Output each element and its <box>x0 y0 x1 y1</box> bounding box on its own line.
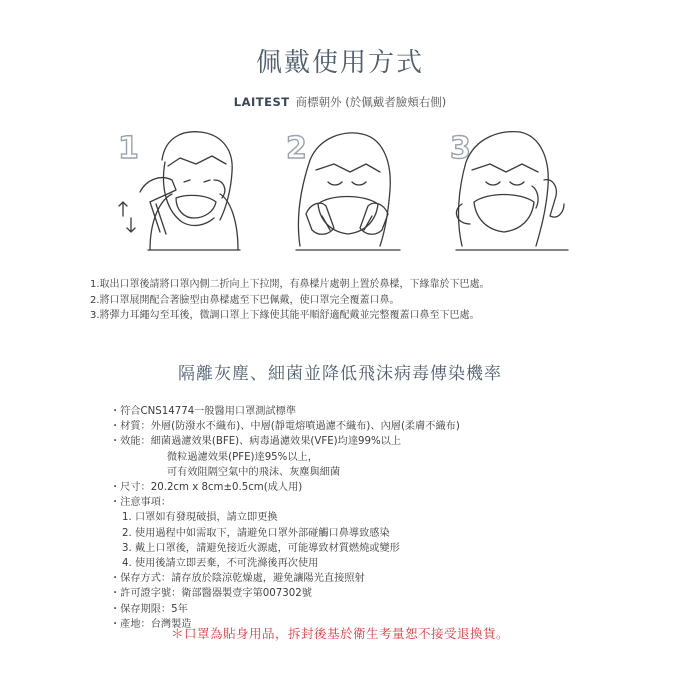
step-text-2: 2.將口罩展開配合著臉型由鼻樑處至下巴佩戴，使口罩完全覆蓋口鼻。 <box>90 294 400 306</box>
wearing-steps <box>90 277 650 324</box>
page-title: 佩戴使用方式 <box>255 48 424 78</box>
section-title: 隔離灰塵、細菌並降低飛沫病毒傳染機率 <box>178 364 502 384</box>
wearing-illustrations <box>0 120 680 260</box>
subtitle <box>0 94 680 110</box>
spec-function: ・效能：細菌過濾效果(BFE)、病毒過濾效果(VFE)均達99%以上 <box>110 436 402 448</box>
step-number-1: 1 <box>118 131 139 166</box>
step-text-3: 3.將彈力耳繩勾至耳後，微調口罩上下緣使其能平順舒適配戴並完整覆蓋口鼻至下巴處。 <box>90 310 480 321</box>
step-text-1: 1.取出口罩後請將口罩內側二折向上下拉開，有鼻樑片處朝上置於鼻樑，下緣靠於下巴處。 <box>90 279 490 290</box>
spec-origin: ・產地：台灣製造 <box>110 618 192 630</box>
spec-note-1: 1. 口罩如有發現破損，請立即更換 <box>122 512 278 524</box>
spec-note-3: 3. 戴上口罩後，請避免接近火源處，可能導致材質燃燒或變形 <box>122 542 400 554</box>
spec-license: ・許可證字號：衛部醫器製壹字第007302號 <box>110 588 312 600</box>
step-number-3: 3 <box>450 131 471 166</box>
step-number-2: 2 <box>286 131 307 166</box>
subtitle-text: 商標朝外 (於佩戴者臉頰右側) <box>295 95 447 109</box>
spec-notes-label: ・注意事項： <box>110 497 172 509</box>
spec-material: ・材質：外層(防潑水不織布)、中層(靜電熔噴過濾不織布)、內層(柔膚不織布) <box>110 421 460 433</box>
spec-function-line2: 微粒過濾效果(PFE)達95%以上， <box>167 451 318 463</box>
spec-function-line3: 可有效阻隔空氣中的飛沫、灰塵與細菌 <box>167 466 341 478</box>
illustration-step-3 <box>456 132 568 250</box>
spec-note-2: 2. 使用過程中如需取下，請避免口罩外部碰觸口鼻導致感染 <box>122 527 390 539</box>
return-policy-notice: ＊口罩為貼身用品，拆封後基於衛生考量恕不接受退換貨。 <box>170 626 509 641</box>
brand-name: LAITEST <box>233 95 290 109</box>
spec-standard: ・符合CNS14774一般醫用口罩測試標準 <box>110 406 297 417</box>
spec-shelf-life: ・保存期限：5年 <box>110 603 188 615</box>
product-specs <box>110 404 630 632</box>
spec-storage: ・保存方式：請存放於陰涼乾燥處，避免讓陽光直接照射 <box>110 573 365 585</box>
spec-note-4: 4. 使用後請立即丟棄，不可洗滌後再次使用 <box>122 558 319 570</box>
spec-size: ・尺寸：20.2cm x 8cm±0.5cm(成人用) <box>110 482 303 494</box>
illustration-step-2 <box>296 133 400 250</box>
